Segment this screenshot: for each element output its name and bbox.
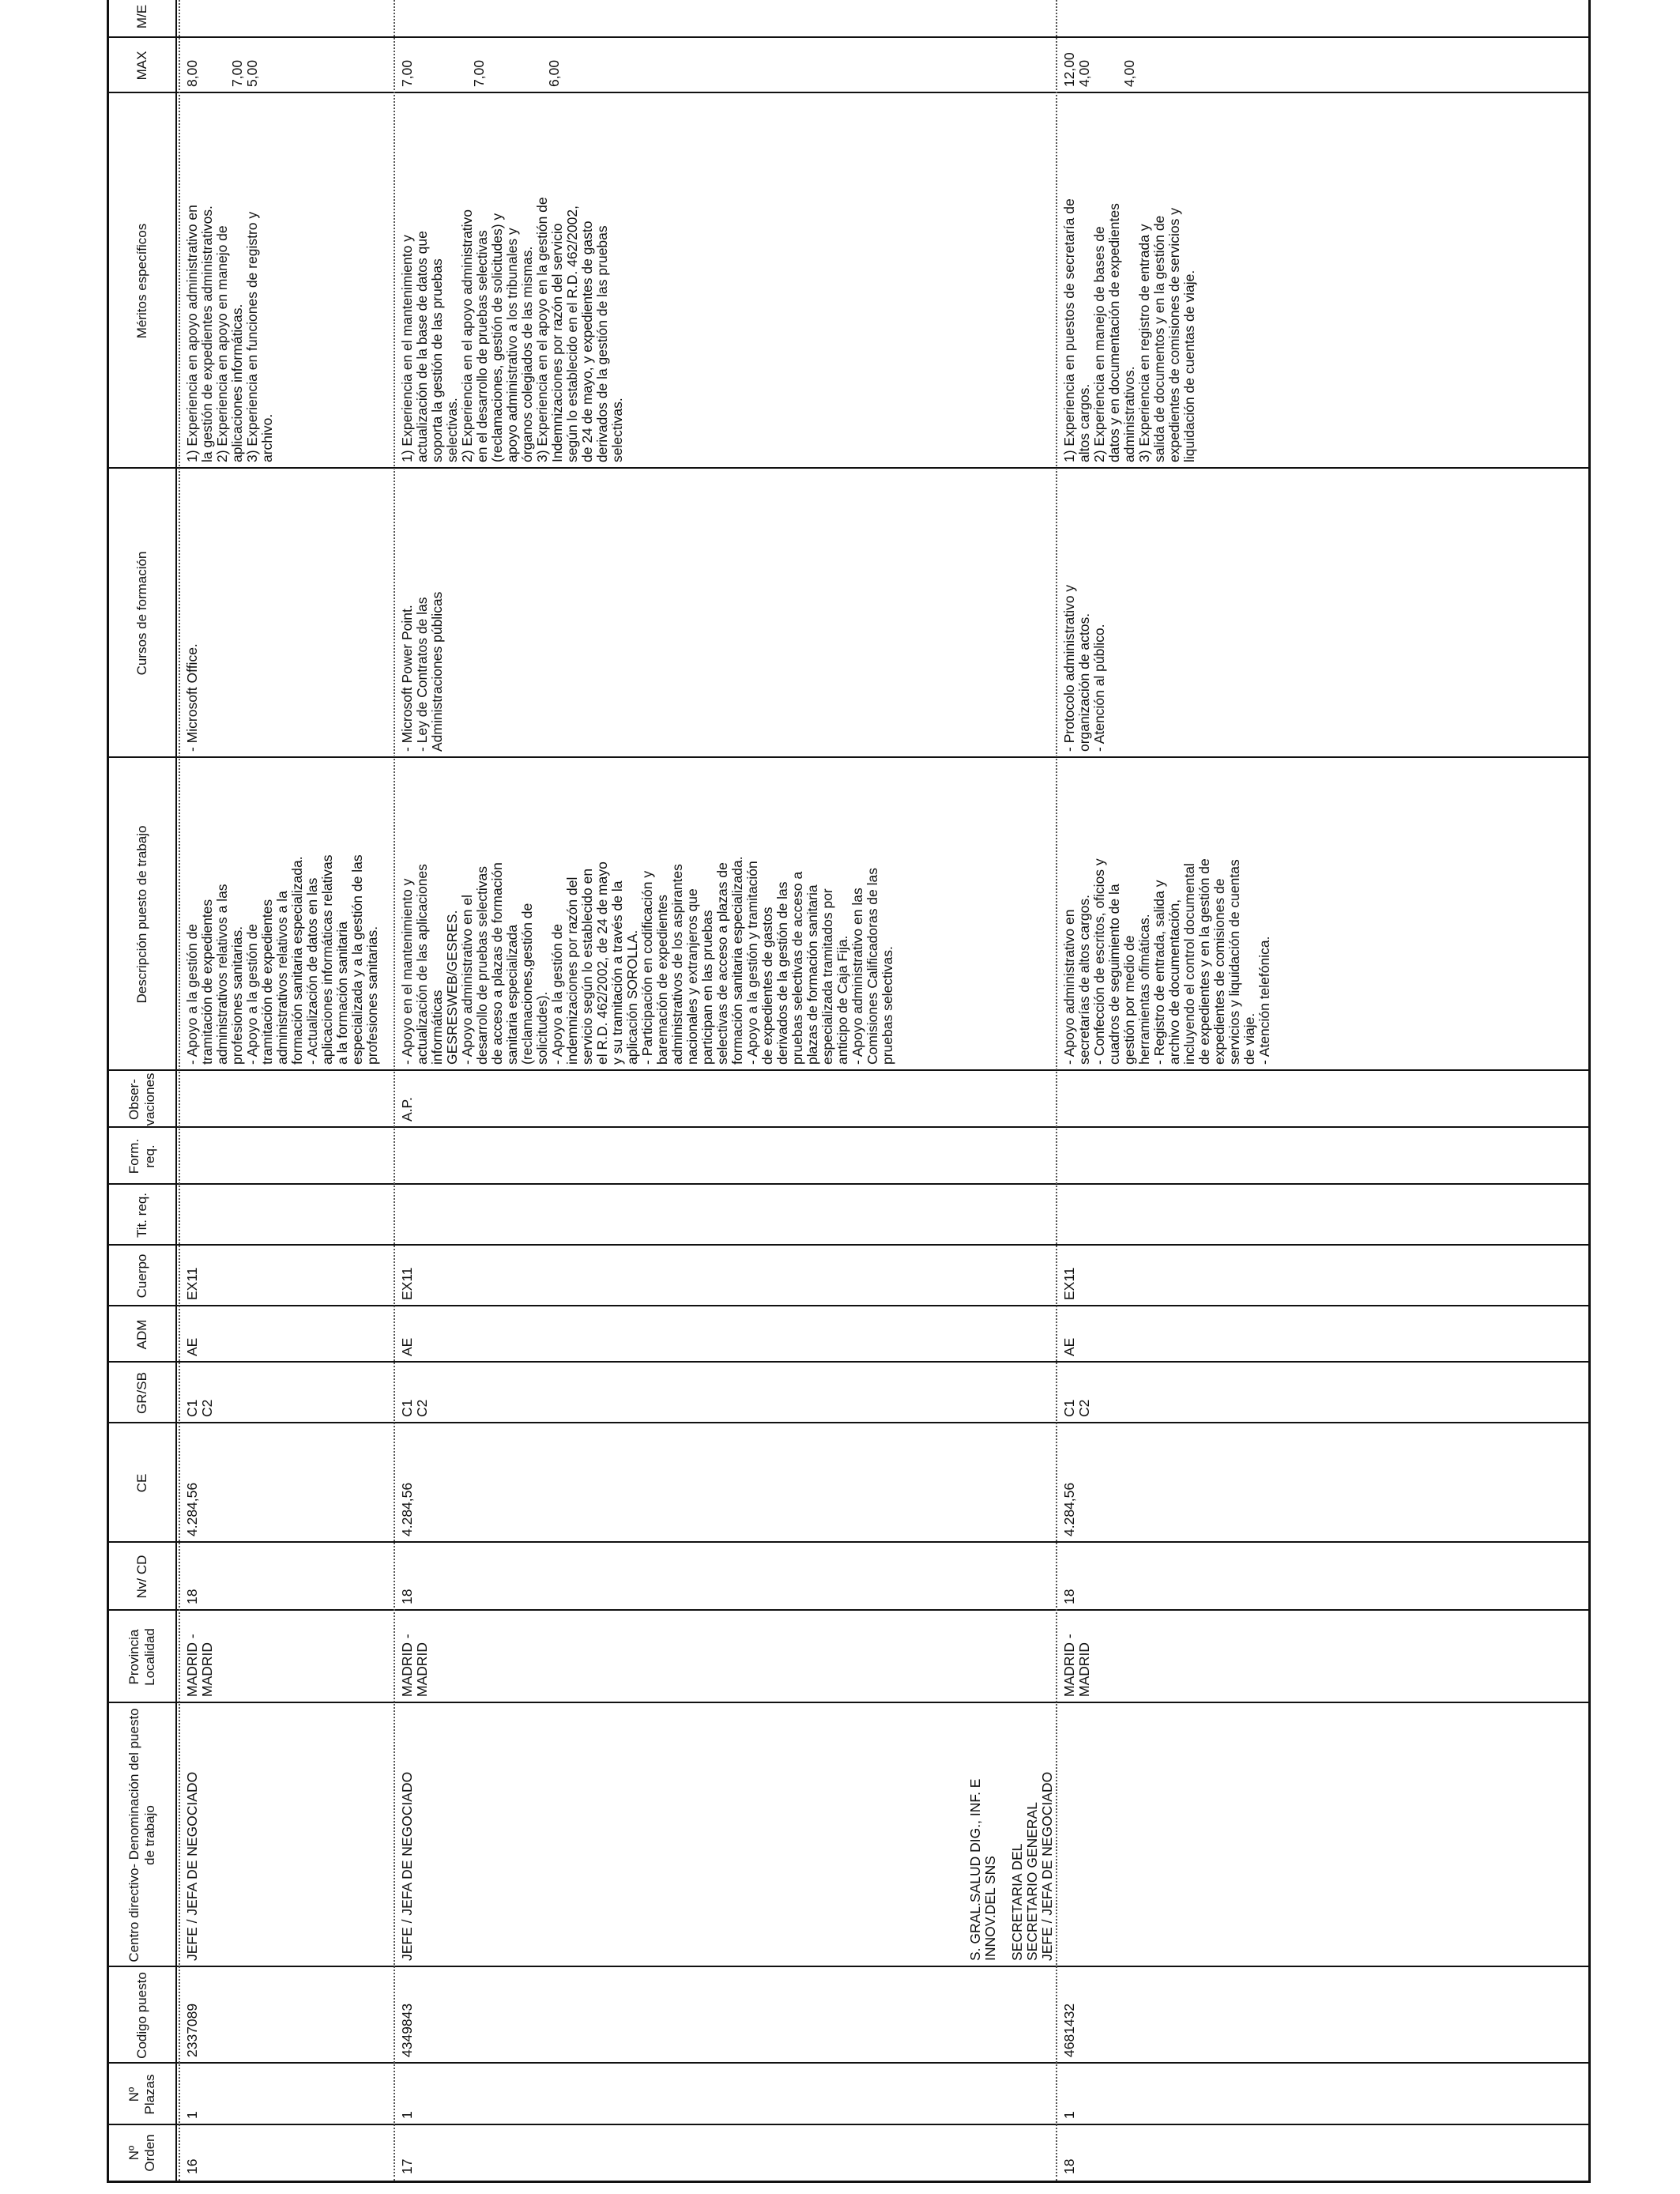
cell-max-2: 4,00 [1076, 59, 1092, 87]
cell-nivel: 18 [399, 1589, 415, 1604]
cell-orden: 18 [1061, 2158, 1077, 2174]
positions-table [107, 0, 1591, 2183]
header-adm: ADM [134, 1319, 149, 1350]
header-titulacion: Tit. req. [134, 1193, 149, 1238]
cell-cuerpo: EX11 [184, 1267, 200, 1300]
header-meritos: Méritos específicos [134, 223, 149, 339]
cell-max-1: 8,00 [184, 59, 200, 87]
header-nivel: Nv/ CD [134, 1555, 149, 1599]
cell-centro: JEFE / JEFA DE NEGOCIADO [399, 1771, 415, 1961]
cell-centro-unit: S. GRAL.SALUD DIG., INF. E INNOV.DEL SNS [967, 1778, 998, 1961]
cell-centro: JEFE / JEFA DE NEGOCIADO [1039, 1771, 1055, 1961]
cell-provincia: MADRID - MADRID [184, 1634, 215, 1697]
cell-max-2: 7,00 [471, 59, 487, 87]
cell-max-1: 7,00 [399, 59, 415, 87]
cell-descripcion: - Apoyo en el mantenimiento y actualización de las aplicaciones informáticas GESRESWEB/GESRES. - Apoyo administrativo en el desarrollo de pruebas selectivas de acceso a plazas de formación sanitaria especializada (reclamaciones,gestión de solicitudes). - Apoyo a la gestión de indemnizaciones por razón del servicio según lo establecido en el R.D. 462/2002, de 24 de mayo y su tramitación a través de la aplicación SOROLLA. - Participación en codificación y baremación de expedientes administrativos de los aspirantes nacionales y extranjeros que participan en las pruebas selectivas de acceso a plazas de formación sanitaria especializada. - Apoyo a la gestión y tramitación de expedientes de gastos derivados de la gestión de las pruebas selectivas de acceso a plazas de formación sanitaria especializada tramitados por anticipo de Caja Fija. - Apoyo administrativo en las Comisiones Calificadoras de las pruebas selectivas. [399, 856, 895, 1065]
cell-meritos: 1) Experiencia en puestos de secretaría de altos cargos. 2) Experiencia en manejo de bases de datos y en documentación de expedientes administrativos. 3) Experiencia en registro de entrada y salida de documentos y en la gestión de expedientes de comisiones de servicios y liquidación de cuentas de viaje. [1061, 198, 1197, 462]
cell-grupo: C1 C2 [184, 1399, 215, 1417]
cell-max-3: 5,00 [244, 59, 260, 87]
cell-centro: JEFE / JEFA DE NEGOCIADO [184, 1771, 200, 1961]
cell-descripcion: - Apoyo administrativo en secretarías de altos cargos. - Confección de escritos, oficios y cuadros de seguimiento de la gestión por medio de herramientas ofimáticas. - Registro de entrada, salida y archivo de documentación, incluyendo el control documental de expedientes y en la gestión de expedientes de comisiones de servicios y liquidación de cuentas de viaje. - Atención telefónica. [1061, 858, 1272, 1065]
header-centro: Centro directivo- Denominación del puesto de trabajo [126, 1708, 157, 1962]
header-orden: Nº Orden [126, 2134, 157, 2172]
cell-cursos: - Microsoft Office. [184, 643, 200, 752]
cell-cursos: - Protocolo administrativo y organización de actos. - Atención al público. [1061, 584, 1107, 752]
cell-plazas: 1 [1061, 2111, 1077, 2119]
header-grupo: GR/SB [134, 1372, 149, 1414]
cell-plazas: 1 [184, 2111, 200, 2119]
cell-descripcion: - Apoyo a la gestión de tramitación de expedientes administrativos relativos a las profesiones sanitarias. - Apoyo a la gestión de tramitación de expedientes administrativos relativos a la formación sanitaria especializada. - Actualización de datos en las aplicaciones informáticas relativas a la formación sanitaria especializada y a la gestión de las profesiones sanitarias. [184, 854, 380, 1065]
cell-grupo: C1 C2 [399, 1399, 430, 1417]
cell-max-1: 12,00 [1061, 52, 1077, 87]
cell-grupo: C1 C2 [1061, 1399, 1092, 1417]
cell-observaciones: A.P. [399, 1097, 415, 1122]
cell-codigo: 4681432 [1061, 2003, 1077, 2057]
cell-provincia: MADRID - MADRID [399, 1634, 430, 1697]
cell-adm: AE [184, 1337, 200, 1356]
cell-meritos: 1) Experiencia en apoyo administrativo en la gestión de expedientes administrativos. 2) Experiencia en apoyo en manejo de aplicaciones informáticas. 3) Experiencia en funciones de registro y archivo. [184, 205, 275, 462]
header-cuerpo: Cuerpo [134, 1253, 149, 1299]
cell-ce: 4.284,56 [1061, 1482, 1077, 1536]
cell-provincia: MADRID - MADRID [1061, 1634, 1092, 1697]
cell-cuerpo: EX11 [399, 1267, 415, 1300]
cell-max-3: 6,00 [546, 59, 562, 87]
header-codigo: Codigo puesto [134, 1972, 149, 2059]
header-formacion-req: Form. req. [126, 1138, 157, 1174]
cell-cursos: - Microsoft Power Point. - Ley de Contratos de las Administraciones públicas [399, 591, 445, 752]
cell-adm: AE [399, 1337, 415, 1356]
header-ce: CE [134, 1473, 149, 1493]
cell-max-2: 7,00 [229, 59, 245, 87]
cell-adm: AE [1061, 1337, 1077, 1356]
header-descripcion: Descripción puesto de trabajo [134, 825, 149, 1004]
cell-ce: 4.284,56 [184, 1482, 200, 1536]
header-cursos: Cursos de formación [134, 551, 149, 676]
cell-max-3: 4,00 [1121, 59, 1137, 87]
cell-cuerpo: EX11 [1061, 1267, 1077, 1300]
header-max: MAX [134, 51, 149, 81]
cell-orden: 17 [399, 2158, 415, 2174]
cell-plazas: 1 [399, 2111, 415, 2119]
cell-meritos: 1) Experiencia en el mantenimiento y actualización de la base de datos que soporta la gestión de las pruebas selectivas. 2) Experiencia en el apoyo administrativo en el desarrollo de pruebas selectivas (reclamaciones, gestión de solicitudes) y apoyo administrativo a los tribunales y órganos colegiados de las mismas. 3) Experiencia en el apoyo en la gestión de Indemnizaciones por razón del servicio según lo establecido en el R.D. 462/2002, de 24 de mayo, y expedientes de gasto derivados de la gestión de las pruebas selectivas. [399, 197, 625, 462]
cell-nivel: 18 [1061, 1589, 1077, 1604]
cell-centro-subunit: SECRETARIA DEL SECRETARIO GENERAL [1009, 1802, 1040, 1961]
cell-orden: 16 [184, 2158, 200, 2174]
cell-codigo: 4349843 [399, 2003, 415, 2057]
header-me: M/E [134, 4, 149, 29]
header-observaciones: Obser- vaciones [126, 1072, 157, 1126]
header-provincia: Provincia Localidad [126, 1628, 157, 1686]
cell-codigo: 2337089 [184, 2003, 200, 2057]
cell-ce: 4.284,56 [399, 1482, 415, 1536]
header-plazas: Nº Plazas [126, 2074, 157, 2115]
cell-nivel: 18 [184, 1589, 200, 1604]
